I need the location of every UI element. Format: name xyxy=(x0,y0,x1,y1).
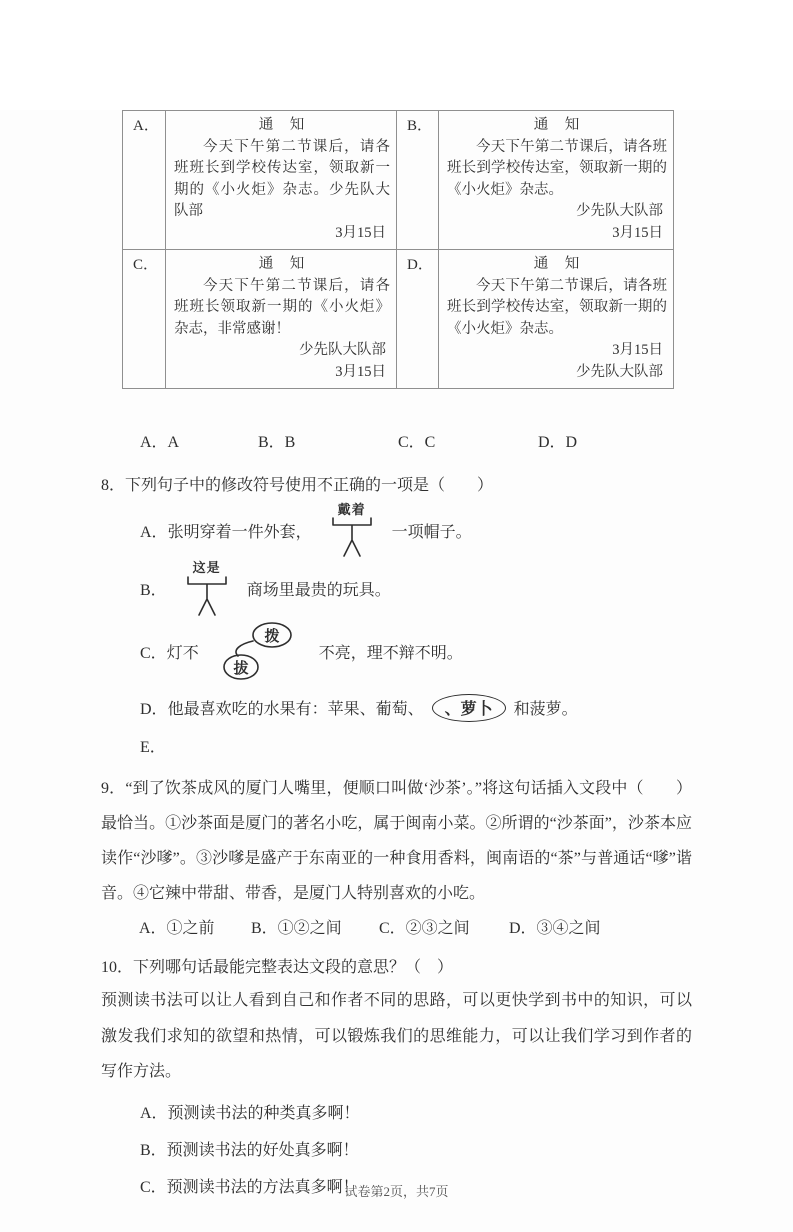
q8-a-label: A． xyxy=(140,523,168,541)
q7-option-a: A．A xyxy=(140,434,180,451)
q8-d-pre-text: 他最喜欢吃的水果有：苹果、葡萄、 xyxy=(167,701,424,719)
notice-cell-d-label: D． xyxy=(397,250,439,388)
question9-paragraph: 9．“到了饮茶成风的厦门人嘴里，便顺口叫做‘沙茶’。”将这句话插入文段中（ ）最恰当。①沙茶面是厦门的著名小吃，属于闽南小菜。②所谓的“沙茶面”，沙茶本应读作“沙嗲”。③沙嗲是盛产于东南亚的一种食用香料，闽南语的“茶”与普通话“嗲”谐音。④它辣中带甜、带香，是厦门人特别喜欢的小吃。 xyxy=(101,779,692,903)
notice-d-date: 3月15日 xyxy=(612,342,663,358)
q8-d-post-text: 和菠萝。 xyxy=(513,701,578,719)
notice-cell-d xyxy=(439,250,673,388)
question8-option-a xyxy=(101,503,692,557)
page-content xyxy=(0,110,793,1200)
notice-b-signer: 少先队大队部 xyxy=(576,203,663,219)
question9-options-row xyxy=(101,915,692,938)
notice-table xyxy=(122,110,674,389)
q9-option-c: C．②③之间 xyxy=(379,920,470,938)
q9-option-a: A．①之前 xyxy=(139,920,215,938)
q8-a-insert-word: 戴着 xyxy=(337,502,366,517)
q7-option-d: D．D xyxy=(538,434,578,451)
question10-title: 10．下列哪句话最能完整表达文段的意思？（ ） xyxy=(101,959,454,977)
question8-title: 8．下列句子中的修改符号使用不正确的一项是（ ） xyxy=(101,477,494,494)
q7-option-b: B．B xyxy=(258,434,296,451)
notice-b-title: 通 知 xyxy=(533,117,581,133)
q10-option-c: C．预测读书法的方法真多啊！ xyxy=(140,1178,359,1196)
question8-option-c xyxy=(101,620,692,684)
q8-b-insert-word: 这是 xyxy=(192,560,221,576)
notice-b-body: 今天下午第二节课后，请各班班长到学校传达室，领取新一期的《小火炬》杂志。 xyxy=(447,138,667,198)
notice-d-title: 通 知 xyxy=(533,256,581,272)
q8-d-label: D． xyxy=(140,701,168,719)
notice-b-date: 3月15日 xyxy=(612,224,663,241)
q8-a-pre-text: 张明穿着一件外套， xyxy=(167,523,312,541)
question8-option-b xyxy=(101,561,692,615)
notice-cell-b xyxy=(439,111,673,250)
q10-option-b: B．预测读书法的好处真多啊！ xyxy=(140,1141,359,1159)
q10-option-a: A．预测读书法的种类真多啊！ xyxy=(140,1104,360,1122)
exam-paper-page xyxy=(0,110,793,1232)
insertion-mark-icon xyxy=(185,576,229,616)
notice-a-body: 今天下午第二节课后，请各班班长到学校传达室，领取新一期的《小火炬》杂志。少先队大队部 xyxy=(174,138,390,219)
substitution-mark-icon xyxy=(213,620,305,684)
q9-option-b: B．①②之间 xyxy=(251,920,342,938)
notice-cell-c xyxy=(166,250,397,388)
page-number: 试卷第2页，共7页 xyxy=(344,1184,449,1199)
q8-c-pre-text: 灯不 xyxy=(166,645,199,663)
q8-b-post-text: 商场里最贵的玩具。 xyxy=(246,581,391,599)
notice-cell-a xyxy=(166,111,397,250)
q8-c-swap-bottom-char: 拔 xyxy=(233,660,249,677)
notice-c-signer: 少先队大队部 xyxy=(299,342,386,358)
notice-a-date: 3月15日 xyxy=(335,224,386,241)
q8-b-label: B． xyxy=(140,581,167,599)
insertion-mark-icon xyxy=(330,517,374,557)
q7-option-c: C．C xyxy=(398,434,436,451)
notice-c-body: 今天下午第二节课后，请各班班长领取新一期的《小火炬》杂志，非常感谢！ xyxy=(174,277,390,337)
insertion-mark xyxy=(185,561,229,615)
notice-d-body: 今天下午第二节课后，请各班班长到学校传达室，领取新一期的《小火炬》杂志。 xyxy=(447,277,667,337)
q8-c-label: C． xyxy=(140,645,167,663)
question8-option-e: E． xyxy=(140,738,166,756)
question10-paragraph: 预测读书法可以让人看到自己和作者不同的思路，可以更快学到书中的知识，可以激发我们求知的欲望和热情，可以锻炼我们的思维能力，可以让我们学习到作者的写作方法。 xyxy=(101,992,692,1080)
notice-cell-b-label: B． xyxy=(397,111,439,250)
q9-option-d: D．③④之间 xyxy=(509,920,601,938)
notice-c-title: 通 知 xyxy=(258,256,306,272)
deletion-circle: 、萝卜 xyxy=(432,694,506,722)
q8-a-post-text: 一项帽子。 xyxy=(391,523,472,541)
q8-c-swap-top-char: 拨 xyxy=(264,628,280,645)
notice-c-date: 3月15日 xyxy=(335,363,386,380)
notice-a-title: 通 知 xyxy=(258,117,306,133)
notice-cell-c-label: C． xyxy=(123,250,166,388)
q8-c-post-text: 不亮，理不辩不明。 xyxy=(318,645,463,663)
question7-options-row xyxy=(101,429,692,452)
notice-cell-a-label: A． xyxy=(123,111,166,250)
notice-d-signer: 少先队大队部 xyxy=(576,363,663,380)
question8-option-d xyxy=(101,694,692,722)
insertion-mark xyxy=(330,503,374,557)
